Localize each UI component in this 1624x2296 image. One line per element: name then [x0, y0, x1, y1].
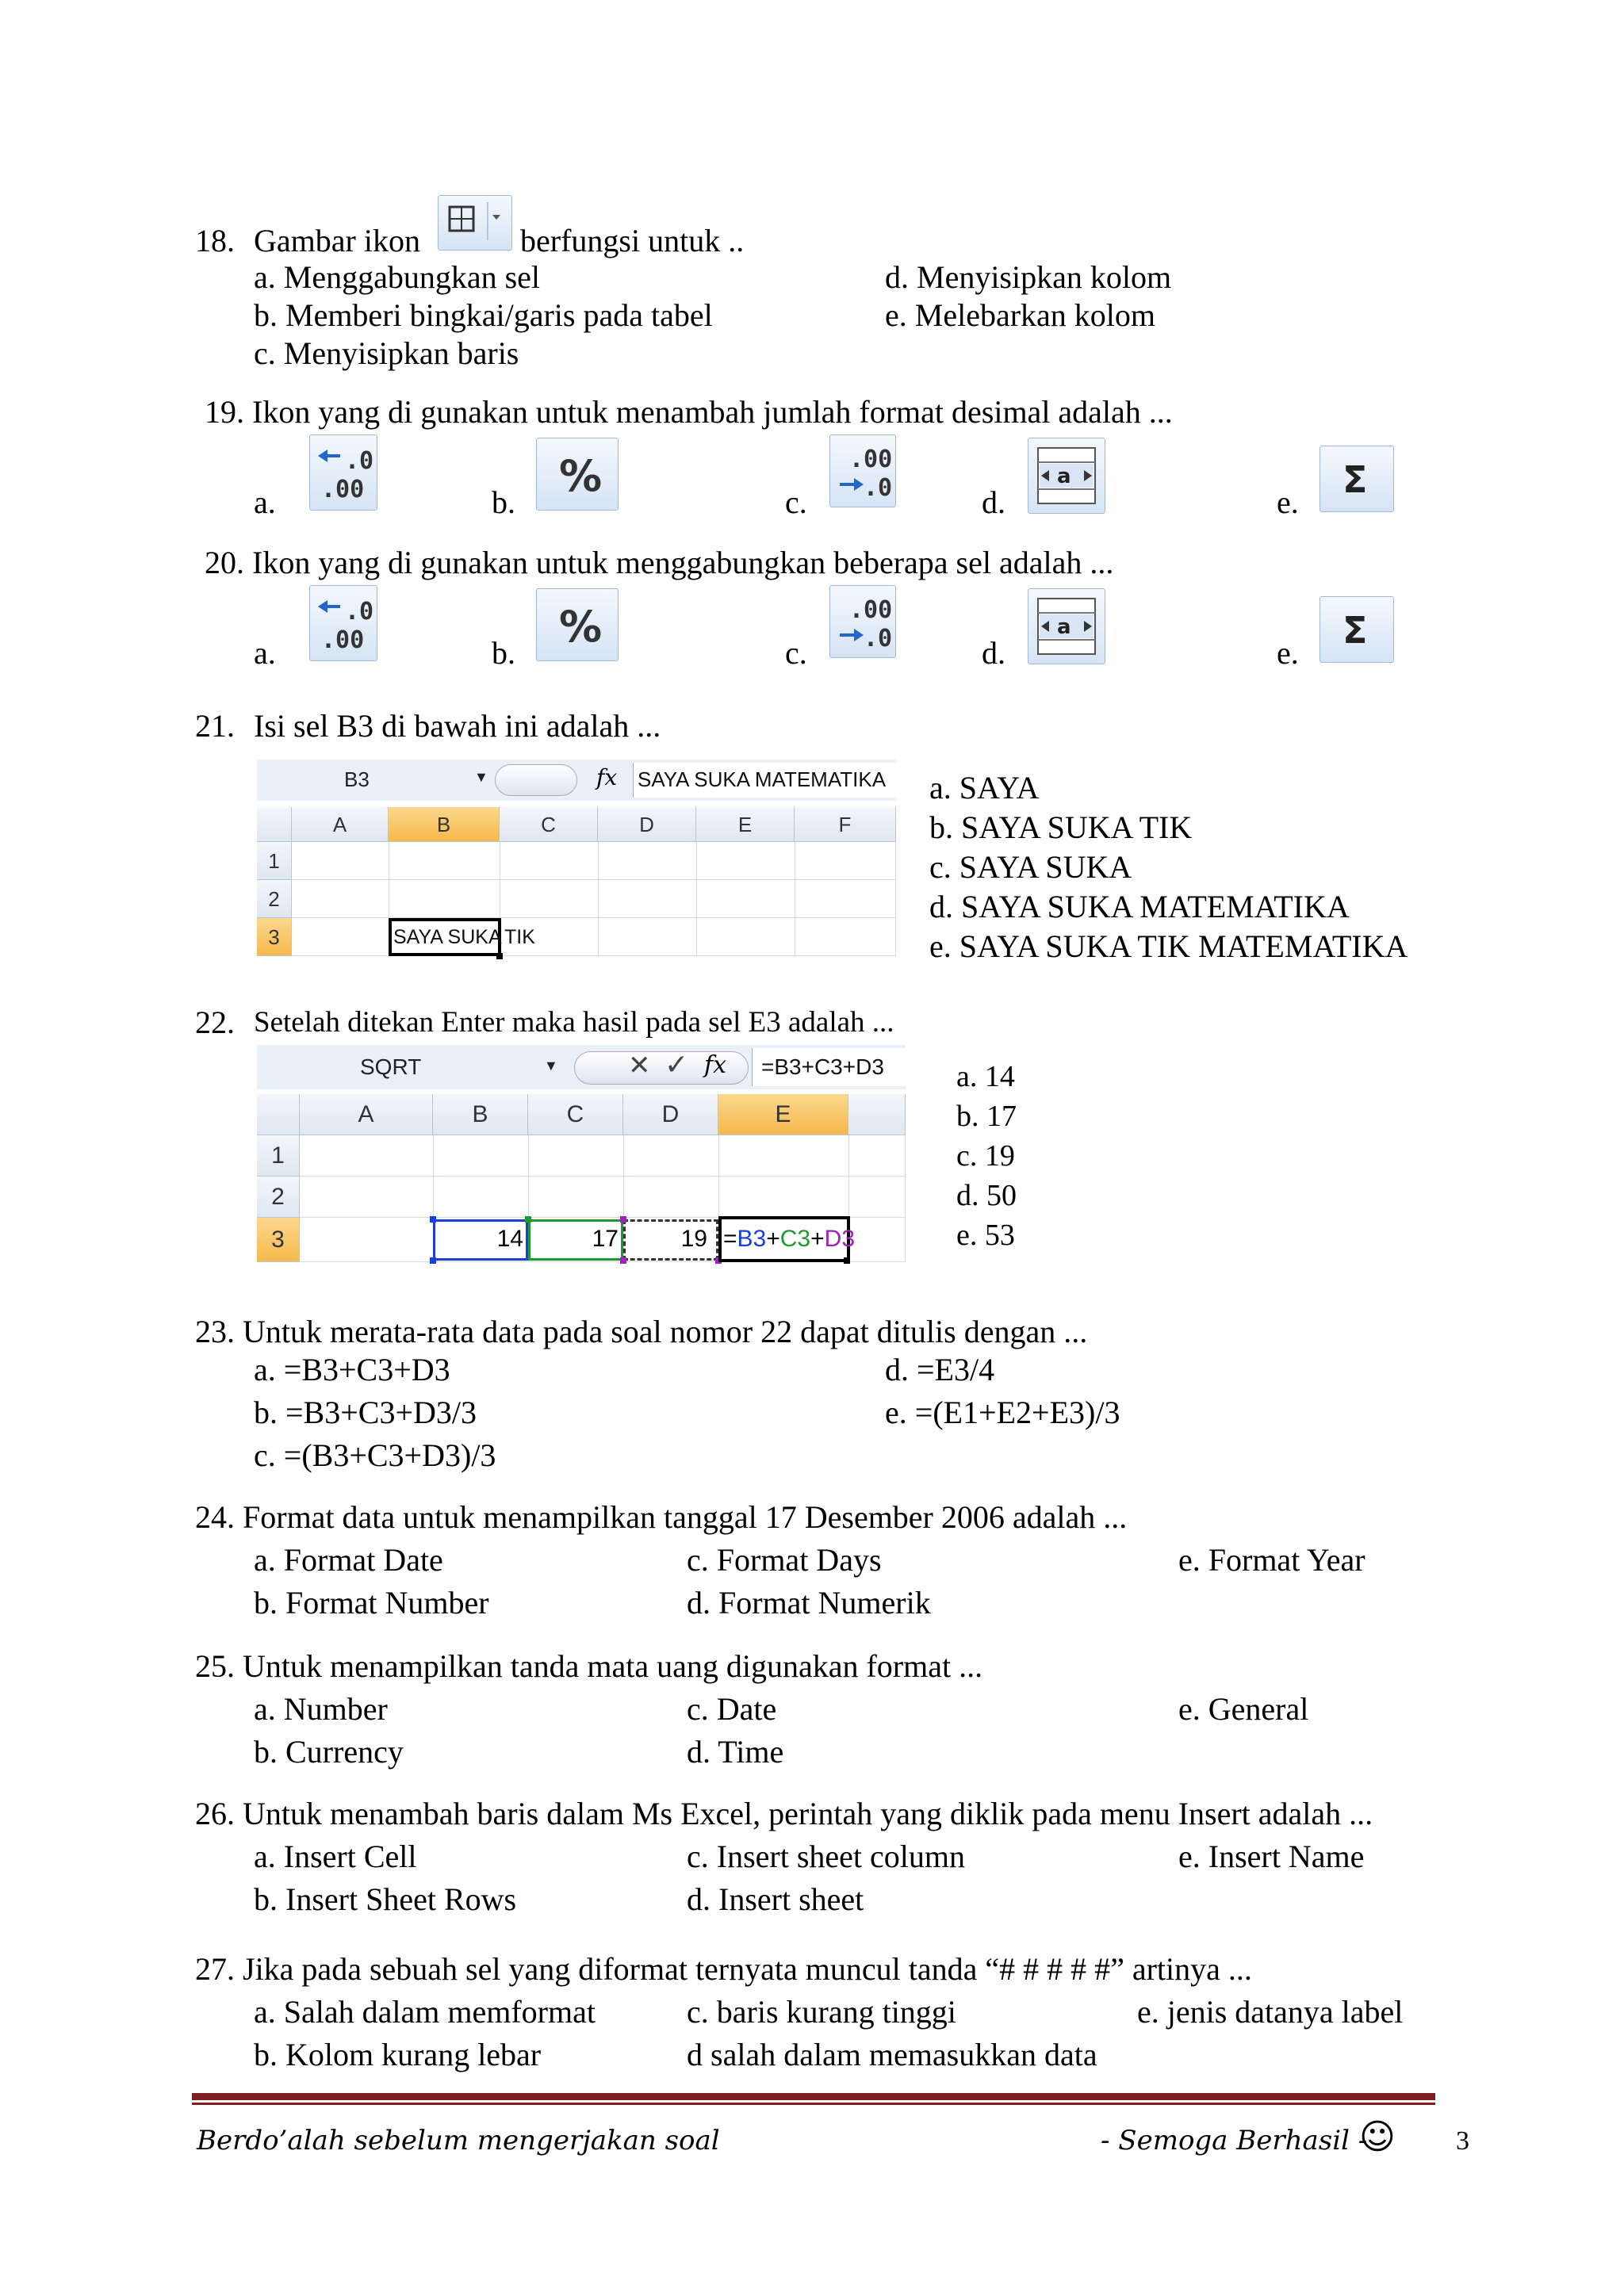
q27-option-b: b. Kolom kurang lebar — [254, 2037, 542, 2072]
q22-option-d: d. 50 — [956, 1179, 1017, 1212]
q21-option-d: d. SAYA SUKA MATEMATIKA — [929, 889, 1350, 924]
select-all-corner — [257, 1094, 300, 1135]
svg-text:%: % — [559, 451, 603, 501]
fx-icon: fx — [596, 764, 618, 790]
cell-b3-value: 14 — [496, 1226, 523, 1252]
formula-input: =B3+C3+D3 — [761, 1054, 884, 1079]
borders-icon — [438, 195, 512, 251]
formula-input: SAYA SUKA MATEMATIKA — [638, 767, 887, 791]
q23-option-c: c. =(B3+C3+D3)/3 — [254, 1437, 496, 1473]
footer-rule — [192, 2093, 1435, 2100]
q20-label-a: a. — [254, 635, 276, 671]
svg-text:.00: .00 — [321, 626, 365, 654]
q27-option-a: a. Salah dalam memformat — [254, 1994, 596, 2030]
q19-text: 19. Ikon yang di gunakan untuk menambah jumlah format desimal adalah ... — [205, 394, 1173, 430]
ref-handle — [525, 1216, 531, 1223]
decrease-decimal-icon — [309, 434, 377, 511]
footer-right-text: - Semoga Berhasil - — [1101, 2125, 1368, 2156]
select-all-corner — [257, 807, 292, 842]
autosum-sigma-icon — [1320, 446, 1394, 512]
q21-number: 21. — [195, 708, 235, 744]
formula-ref-d3: D3 — [824, 1226, 856, 1252]
q19-label-a: a. — [254, 484, 276, 520]
fill-handle — [844, 1257, 850, 1264]
formula-equals: = — [723, 1226, 737, 1252]
enter-check-icon: ✓ — [665, 1048, 689, 1081]
row-1-cells — [300, 1135, 906, 1177]
q25-option-d: d. Time — [687, 1734, 784, 1770]
column-header-a: A — [292, 807, 389, 842]
svg-text:Σ: Σ — [1342, 458, 1368, 501]
q22-option-a: a. 14 — [956, 1060, 1015, 1093]
smiley-icon: ☺ — [1359, 2117, 1396, 2157]
cell-c3-value: 17 — [592, 1226, 619, 1252]
merge-center-icon — [1028, 438, 1105, 514]
q19-label-b: b. — [492, 484, 515, 520]
column-header-d: D — [623, 1094, 718, 1135]
fx-icon: fx — [704, 1051, 727, 1079]
q18-option-b: b. Memberi bingkai/garis pada tabel — [254, 297, 713, 333]
q24-text: 24. Format data untuk menampilkan tanggal 17 Desember 2006 adalah ... — [195, 1499, 1128, 1535]
q23-text: 23. Untuk merata-rata data pada soal nomor 22 dapat ditulis dengan ... — [195, 1314, 1088, 1349]
grid-line — [598, 842, 599, 956]
q23-option-b: b. =B3+C3+D3/3 — [254, 1395, 477, 1430]
name-box-dropdown-icon: ▼ — [474, 769, 488, 785]
name-box-dropdown-icon: ▼ — [544, 1058, 558, 1073]
svg-text:a: a — [1057, 465, 1071, 488]
formula-plus: + — [810, 1226, 825, 1252]
q20-label-e: e. — [1277, 635, 1299, 671]
increase-decimal-icon — [829, 585, 896, 658]
formula-plus: + — [766, 1226, 780, 1252]
q18-number: 18. — [195, 223, 235, 258]
q18-option-c: c. Menyisipkan baris — [254, 335, 519, 371]
row-2-cells — [300, 1177, 906, 1218]
name-box: SQRT — [360, 1054, 422, 1079]
q25-option-a: a. Number — [254, 1691, 388, 1727]
q23-option-d: d. =E3/4 — [885, 1352, 995, 1387]
column-header-b: B — [433, 1094, 528, 1135]
q21-option-b: b. SAYA SUKA TIK — [929, 809, 1193, 845]
ref-handle — [430, 1257, 436, 1264]
column-header-d: D — [598, 807, 696, 842]
q23-option-a: a. =B3+C3+D3 — [254, 1352, 450, 1387]
q27-option-e: e. jenis datanya label — [1137, 1994, 1404, 2030]
svg-text:Σ: Σ — [1342, 609, 1368, 652]
percent-style-icon — [536, 438, 619, 511]
q20-text: 20. Ikon yang di gunakan untuk menggabungkan beberapa sel adalah ... — [205, 545, 1114, 580]
row-header-2: 2 — [257, 1177, 300, 1218]
footer-left-text: Berdo’alah sebelum mengerjakan soal — [197, 2125, 720, 2156]
name-box: B3 — [344, 767, 370, 791]
q27-text: 27. Jika pada sebuah sel yang diformat ternyata muncul tanda “# # # # #” artinya ... — [195, 1951, 1252, 1987]
row-header-1: 1 — [257, 1135, 300, 1177]
q21-option-c: c. SAYA SUKA — [929, 849, 1132, 885]
svg-text:.0: .0 — [864, 474, 893, 502]
q21-excel-screenshot — [257, 760, 896, 972]
column-header-b: B — [389, 807, 500, 842]
row-header-3: 3 — [257, 918, 292, 956]
cell-d3-value: 19 — [680, 1226, 707, 1252]
svg-text:.00: .00 — [849, 446, 893, 473]
q18-text-before: Gambar ikon — [254, 223, 420, 258]
q18-option-a: a. Menggabungkan sel — [254, 259, 541, 295]
cell-e3-formula — [723, 1226, 855, 1253]
q21-text: Isi sel B3 di bawah ini adalah ... — [254, 708, 661, 744]
q24-option-c: c. Format Days — [687, 1542, 882, 1578]
percent-style-icon — [536, 588, 619, 661]
svg-text:%: % — [559, 602, 603, 652]
row-header-2: 2 — [257, 880, 292, 918]
q22-option-c: c. 19 — [956, 1139, 1015, 1173]
formula-ref-c3: C3 — [779, 1226, 811, 1252]
q20-label-b: b. — [492, 635, 515, 671]
q24-option-d: d. Format Numerik — [687, 1585, 931, 1621]
q25-option-b: b. Currency — [254, 1734, 404, 1770]
row-1-cells — [292, 842, 896, 880]
q23-option-e: e. =(E1+E2+E3)/3 — [885, 1395, 1120, 1430]
q22-text: Setelah ditekan Enter maka hasil pada sel E3 adalah ... — [254, 1006, 894, 1039]
column-header-e: E — [718, 1094, 848, 1135]
q24-option-b: b. Format Number — [254, 1585, 489, 1621]
q25-option-c: c. Date — [687, 1691, 777, 1727]
grid-line — [696, 842, 697, 956]
q27-option-d: d salah dalam memasukkan data — [687, 2037, 1097, 2072]
svg-text:.0: .0 — [864, 625, 893, 652]
q26-option-b: b. Insert Sheet Rows — [254, 1881, 517, 1917]
q26-text: 26. Untuk menambah baris dalam Ms Excel, perintah yang diklik pada menu Insert adalah ... — [195, 1796, 1373, 1831]
q22-option-e: e. 53 — [956, 1219, 1015, 1252]
column-header-f: F — [795, 807, 896, 842]
row-header-1: 1 — [257, 842, 292, 880]
q25-option-e: e. General — [1178, 1691, 1309, 1727]
q18-option-d: d. Menyisipkan kolom — [885, 259, 1172, 295]
svg-text:.00: .00 — [321, 476, 365, 503]
q19-label-e: e. — [1277, 484, 1299, 520]
formula-bar-buttons — [495, 764, 577, 796]
q18-text-after: berfungsi untuk .. — [520, 223, 745, 258]
svg-text:.0: .0 — [345, 447, 374, 475]
svg-text:.0: .0 — [345, 598, 374, 626]
merge-center-icon — [1028, 588, 1105, 664]
svg-text:a: a — [1057, 615, 1071, 639]
q19-label-c: c. — [785, 484, 807, 520]
q26-option-d: d. Insert sheet — [687, 1881, 864, 1917]
column-header-c: C — [500, 807, 598, 842]
q26-option-c: c. Insert sheet column — [687, 1839, 965, 1874]
cancel-x-icon: ✕ — [628, 1050, 651, 1081]
column-header-c: C — [528, 1094, 623, 1135]
cell-c3-text: TIK — [504, 926, 535, 948]
q24-option-a: a. Format Date — [254, 1542, 443, 1578]
column-header-blank — [848, 1094, 906, 1135]
cell-b3-text: SAYA SUKA — [393, 926, 502, 948]
q22-excel-screenshot — [257, 1045, 906, 1280]
ref-handle — [430, 1216, 436, 1223]
svg-text:.00: .00 — [849, 596, 893, 624]
footer-rule-thin — [192, 2103, 1435, 2105]
q26-option-a: a. Insert Cell — [254, 1839, 417, 1874]
column-header-e: E — [696, 807, 795, 842]
q22-number: 22. — [195, 1004, 235, 1040]
fill-handle — [496, 953, 503, 959]
autosum-sigma-icon — [1320, 596, 1394, 663]
row-2-cells — [292, 880, 896, 918]
increase-decimal-icon — [829, 434, 896, 507]
formula-ref-b3: B3 — [737, 1226, 767, 1252]
q24-option-e: e. Format Year — [1178, 1542, 1365, 1578]
q21-option-a: a. SAYA — [929, 770, 1040, 806]
ref-handle — [620, 1257, 626, 1264]
q18-option-e: e. Melebarkan kolom — [885, 297, 1155, 333]
q27-option-c: c. baris kurang tinggi — [687, 1994, 956, 2030]
decrease-decimal-icon — [309, 585, 377, 661]
q19-label-d: d. — [982, 484, 1005, 520]
column-header-a: A — [300, 1094, 433, 1135]
q20-label-c: c. — [785, 635, 807, 671]
ref-handle — [620, 1216, 626, 1223]
row-header-3: 3 — [257, 1218, 300, 1262]
q21-option-e: e. SAYA SUKA TIK MATEMATIKA — [929, 928, 1408, 964]
row-3-cells — [292, 918, 896, 956]
q22-option-b: b. 17 — [956, 1100, 1017, 1133]
page-number: 3 — [1456, 2126, 1469, 2156]
q20-label-d: d. — [982, 635, 1005, 671]
q26-option-e: e. Insert Name — [1178, 1839, 1365, 1874]
q25-text: 25. Untuk menampilkan tanda mata uang digunakan format ... — [195, 1648, 983, 1684]
